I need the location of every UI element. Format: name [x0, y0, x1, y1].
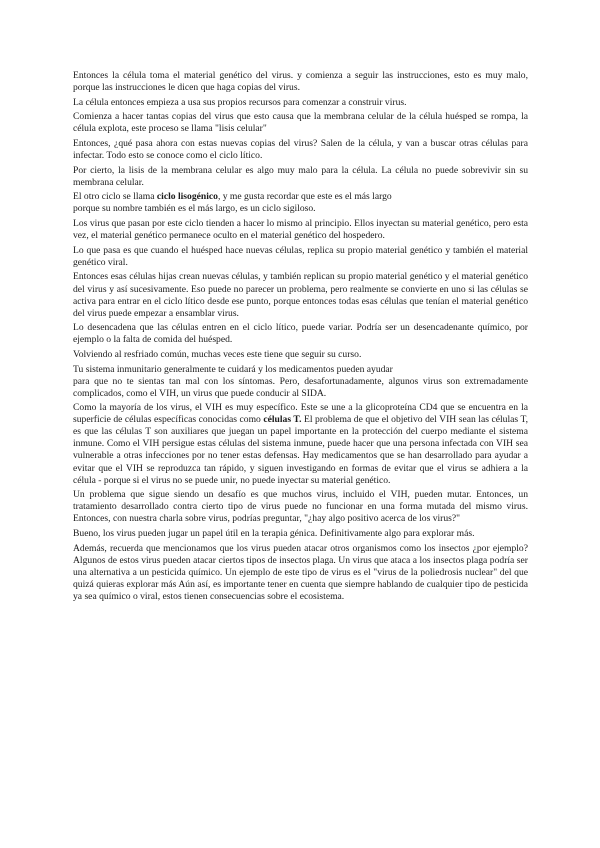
- paragraph-4: Entonces, ¿qué pasa ahora con estas nuevas copias del virus? Salen de la célula, y van a buscar otras células para infectar. Todo esto se conoce como el ciclo lítico.: [73, 138, 528, 162]
- paragraph-6: [73, 191, 528, 203]
- paragraph-16: Un problema que sigue siendo un desafío es que muchos virus, incluido el VIH, pueden mutar. Entonces, un tratamiento desarrollado contra cierto tipo de virus puede no funcionar en una forma mutada del mismo virus. Entonces, con nuestra charla sobre virus, podrías preguntar, "¿hay algo positivo acerca de los virus?": [73, 489, 528, 525]
- paragraph-2: La célula entonces empieza a usa sus propios recursos para comenzar a construir virus.: [73, 96, 407, 108]
- paragraph-7: porque su nombre también es el más largo, es un ciclo sigiloso.: [73, 203, 316, 215]
- paragraph-6-start: El otro ciclo se llama: [73, 191, 157, 203]
- paragraph-8: Los virus que pasan por este ciclo tienden a hacer lo mismo al principio. Ellos inyectan su material genético, pero esta vez, el material genético permanece oculto en el material genético del hospedero.: [73, 218, 528, 242]
- document-page: [73, 70, 528, 605]
- paragraph-6-end: , y me gusta recordar que este es el más largo: [217, 191, 392, 203]
- paragraph-17: Bueno, los virus pueden jugar un papel útil en la terapia génica. Definitivamente algo para explorar más.: [73, 527, 475, 539]
- paragraph-11: Lo desencadena que las células entren en el ciclo lítico, puede variar. Podría ser un desencadenante químico, por ejemplo o la falta de comida del huésped.: [73, 322, 528, 346]
- term-ciclo-lisogenico: ciclo lisogénico: [156, 191, 218, 203]
- paragraph-10: Entonces esas células hijas crean nuevas células, y también replican su propio material genético y el material genético del virus y así sucesivamente. Eso puede no parecer un problema, pero realmente se convierte en uno si las células se activa para entrar en el ciclo lítico desde ese punto, porque entonces todas esas células que tenían el material genético del virus puede empezar a ensamblar virus.: [73, 271, 528, 319]
- paragraph-18: Además, recuerda que mencionamos que los virus pueden atacar otros organismos como los insectos ¿por ejemplo? Algunos de estos virus pueden atacar ciertos tipos de insectos plaga. Un virus que ataca a los insectos plaga podría ser una alternativa a un pesticida químico. Un ejemplo de este tipo de virus es el "virus de la poliedrosis nuclear" del que quizá quieras explorar más Aún así, es importante tener en cuenta que siempre hablando de cualquier tipo de pesticida ya sea químico o viral, estos tienen consecuencias sobre el ecosistema.: [73, 542, 528, 602]
- paragraph-12: Volviendo al resfriado común, muchas veces este tiene que seguir su curso.: [73, 348, 362, 360]
- paragraph-5: Por cierto, la lisis de la membrana celular es algo muy malo para la célula. La célula no puede sobrevivir sin su membrana celular.: [73, 164, 528, 188]
- paragraph-14: para que no te sientas tan mal con los síntomas. Pero, desafortunadamente, algunos virus son extremadamente complicados, como el VIH, un virus que puede conducir al SIDA.: [73, 375, 528, 399]
- paragraph-9: Lo que pasa es que cuando el huésped hace nuevas células, replica su propio material genético y también el material genético viral.: [73, 244, 528, 268]
- paragraph-15: [73, 402, 528, 486]
- paragraph-3: Comienza a hacer tantas copias del virus que esto causa que la membrana celular de la célula huésped se rompa, la célula explota, este proceso se llama "lisis celular": [73, 111, 528, 135]
- paragraph-13: Tu sistema inmunitario generalmente te cuidará y los medicamentos pueden ayudar: [73, 363, 393, 375]
- paragraph-15-end: El problema de que el objetivo del VIH sean las células T, es que las células T son auxiliares que juegan un papel importante en la protección del cuerpo mediante el sistema inmune. Como el VIH persigue estas células del sistema inmune, puede hacer que una persona infectada con VIH sea vulnerable a otras infecciones por no tener estas defensas. Hay medicamentos que se han desarrollado para ayudar a evitar que el VIH se reproduzca tan rápido, y siguen investigando en formas de evitar que el virus se adhiera a la célula - porque si el virus no se puede unir, no puede inyectar su material genético.: [73, 414, 528, 486]
- term-celulas-t: células T.: [263, 414, 302, 426]
- paragraph-1: Entonces la célula toma el material genético del virus. y comienza a seguir las instrucciones, esto es muy malo, porque las instrucciones le dicen que haga copias del virus.: [73, 70, 528, 94]
- paragraph-15-start: Como la mayoría de los virus, el VIH es muy específico. Este se une a la glicoproteína CD4 que se encuentra en la superficie de células específicas conocidas como: [73, 402, 528, 426]
